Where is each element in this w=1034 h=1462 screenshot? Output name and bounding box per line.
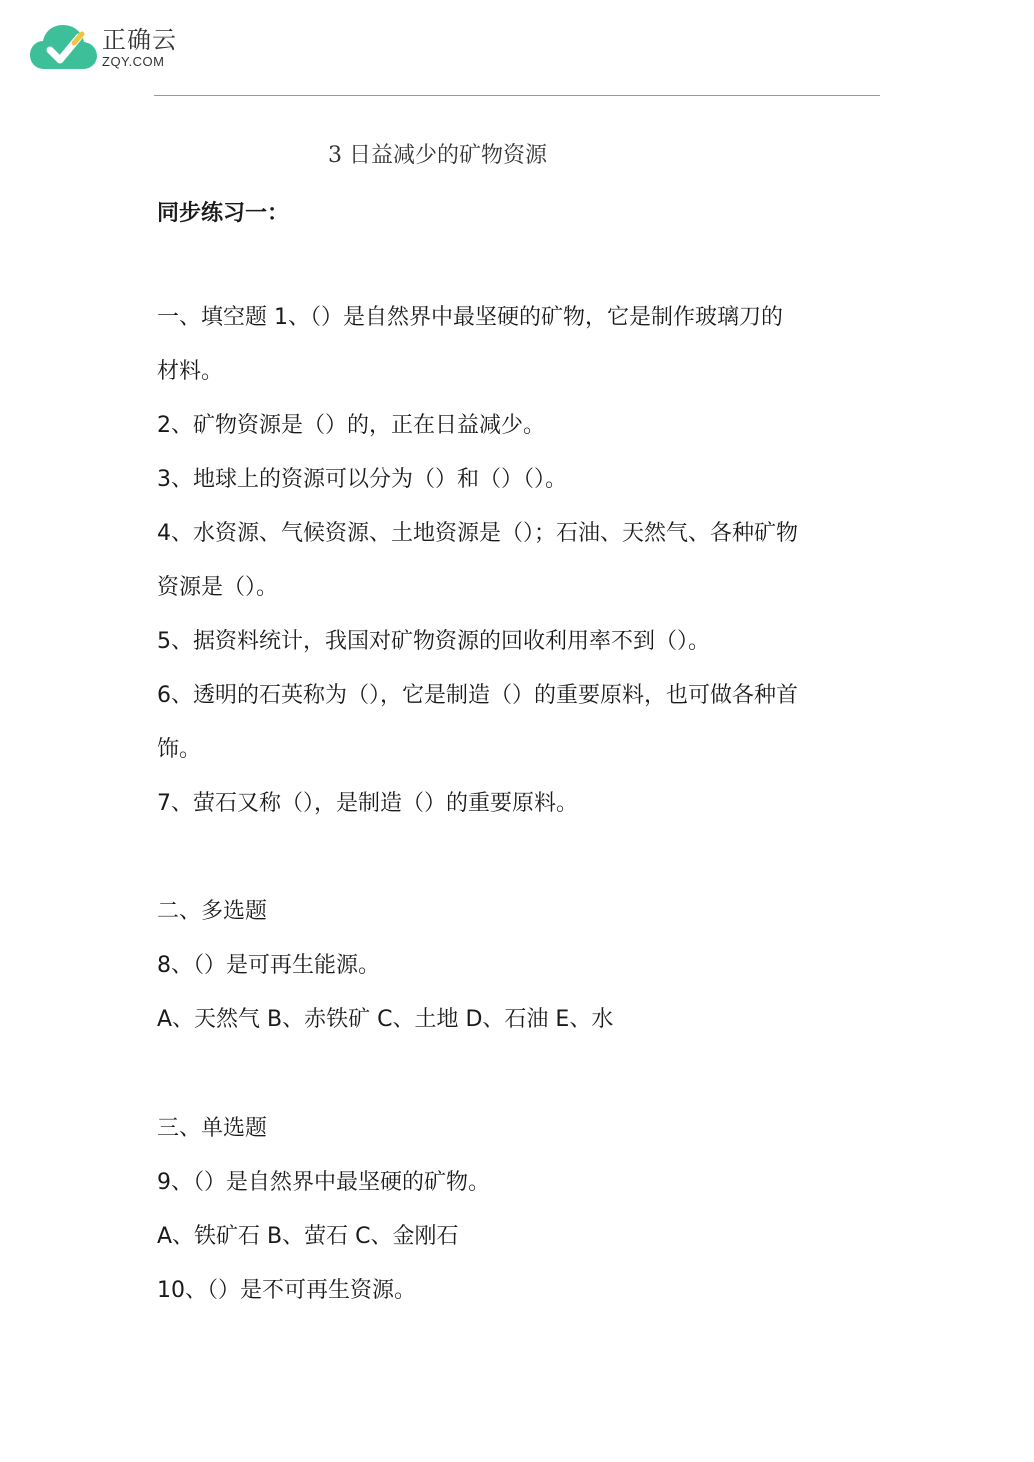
brand-logo (30, 22, 177, 74)
text-line: 5、据资料统计，我国对矿物资源的回收利用率不到（）。 (157, 629, 710, 654)
text-line: 10、（）是不可再生资源。 (157, 1278, 416, 1303)
text-line: 饰。 (157, 737, 202, 762)
section-title-single-choice: 三、单选题 (157, 1116, 268, 1141)
logo-domain: ZQY.COM (102, 54, 165, 69)
answer-options: A、天然气 B、赤铁矿 C、土地 D、石油 E、水 (157, 1007, 614, 1032)
text-line: 6、透明的石英称为（），它是制造（）的重要原料，也可做各种首 (157, 683, 798, 708)
answer-options: A、铁矿石 B、萤石 C、金刚石 (157, 1224, 459, 1249)
text-line: 9、（）是自然界中最坚硬的矿物。 (157, 1170, 490, 1195)
text-line: 4、水资源、气候资源、土地资源是（）；石油、天然气、各种矿物 (157, 521, 798, 546)
text-line: 2、矿物资源是（）的，正在日益减少。 (157, 413, 545, 438)
text-line: 资源是（）。 (157, 575, 279, 600)
cloud-check-icon (30, 23, 98, 73)
document-title: 3 日益减少的矿物资源 (328, 143, 547, 168)
exercise-heading: 同步练习一： (157, 201, 290, 226)
text-line: 8、（）是可再生能源。 (157, 953, 380, 978)
logo-name: 正确云 (102, 26, 177, 54)
section-title-multiple-choice: 二、多选题 (157, 899, 268, 924)
text-line: 材料。 (157, 359, 224, 384)
text-line: 3、地球上的资源可以分为（）和（）（）。 (157, 467, 567, 492)
text-line: 7、萤石又称（），是制造（）的重要原料。 (157, 791, 578, 816)
header-divider (154, 95, 880, 96)
text-line: 一、填空题 1、（）是自然界中最坚硬的矿物，它是制作玻璃刀的 (157, 305, 783, 330)
